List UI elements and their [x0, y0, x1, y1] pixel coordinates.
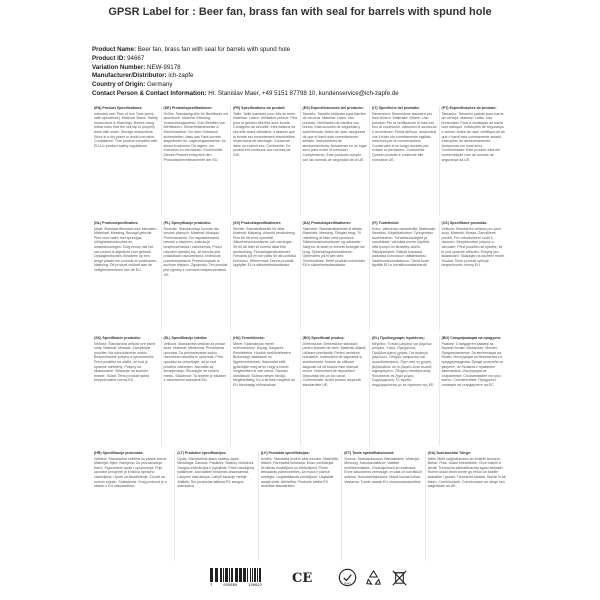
language-block-body: Dydis: Standartinis alaus statinių dydis. Medžiaga: Žalvaris. Paskirtis: Statinių vėdinimui. Saugos instrukcijos ir įspėjimai: Prieš naudojimą įsitikinkite, kad statinė tinkamai užsandarinta. Laikymo instrukcijos: Laikyti sausoje vietoje. Atitiktis: Šis produktas atitinka ES saugos standartus. [177, 456, 255, 489]
barcode-bar [255, 568, 256, 582]
language-block-heading: (EN) Product Specifications: [94, 106, 143, 110]
language-block-heading: (LT) Produkto specifikacijos: [177, 451, 227, 455]
language-block [92, 106, 161, 216]
language-block [230, 106, 300, 216]
barcode-bar [240, 568, 241, 582]
language-block-body: Størrelse: Standardstørrelse til ølfade. Materiale: Messing. Tilsigtet brug: Til udluftning af fade med spunshul. Sikkerhedsinstruktioner og advarsler: Sørg for at fadet er korrekt forseglet før brug. Opbevaringsinstruktioner: Opbevares på et tørt sted. Overholdelse: Dette produkt overholder EU's sikkerhedsstandarder. [302, 226, 366, 268]
meta-row-manufacturer [92, 72, 532, 81]
language-row [92, 106, 508, 216]
language-block-heading: (BG) Спецификации на продукта: [441, 336, 502, 340]
barcode-mid-digits: 655889 [223, 582, 238, 587]
language-block-body: Tamanho: Tamanho padrão para barris de cerveja. Material: Latão. Uso pretendido: Para a ventilação de barris com batoque. Instruções de segurança e avisos: Antes de usar, certifique-se de que o barril está corretamente selado. Instruções de armazenamento: Armazenar em local seco. Conformidade: Este produto está em conformidade com as normas de segurança da UE. [441, 111, 506, 162]
barcode-bar [223, 568, 224, 582]
language-row [92, 336, 508, 446]
language-block [341, 451, 424, 561]
barcode-bar [247, 568, 248, 582]
language-block [369, 336, 439, 446]
language-block [369, 106, 439, 216]
language-block [300, 336, 370, 446]
language-block [300, 221, 370, 331]
language-block [425, 451, 508, 561]
language-block-heading: (DA) Produktspecifikationer: [302, 221, 352, 225]
language-block-heading: (PT) Especificações do produto: [441, 106, 497, 110]
language-block-heading: (EL) Προδιαγραφές προϊόντος: [372, 336, 426, 340]
language-block-heading: (RO) Specificații produs: [302, 336, 345, 340]
meta-label: Variation Number: [92, 63, 146, 71]
language-block-heading: (NL) Productspecificaties: [94, 221, 139, 225]
meta-row-country [92, 81, 532, 90]
barcode-bar [237, 568, 238, 582]
label-footer [200, 566, 440, 590]
product-meta [92, 46, 532, 99]
language-block-body: Izmērs: Standarta izmērs alus mucām. Materiāls: Misiņš. Paredzētā lietošana: Mucu ventilācijai. Drošības norādījumi un brīdinājumi: Pirms lietošanas pārliecinieties, ka muca ir pareizi noslēgta. Uzglabāšanas norādījumi: Uzglabāt sausā vietā. Atbilstība: Produkts atbilst ES drošības standartiem. [260, 456, 339, 489]
language-block-heading: (FR) Spécifications du produit: [233, 106, 286, 110]
language-block [439, 106, 509, 216]
language-block-body: Размер: Стандартен размер за бирени бъчви. Материал: Месинг. Предназначение: За вентилация на бъчви. Инструкции за безопасност и предупреждения: Преди употреба се уверете, че бъчвата е правилно запечатана. Инструкции за съхранение: Съхранявайте на сухо място. Съответствие: Продуктът отговаря на стандартите на ЕС. [441, 341, 504, 387]
rohs-icon [338, 568, 357, 587]
barcode-bar [232, 568, 233, 582]
language-block [230, 336, 300, 446]
meta-label: Manufacturer/Distributor: [92, 72, 167, 80]
language-block-heading: (SV) Produktspecifikationer: [233, 221, 282, 225]
language-row [92, 451, 508, 561]
meta-row-product-id [92, 55, 532, 64]
language-block [439, 336, 509, 446]
language-row [92, 221, 508, 331]
language-block-heading: (FI) Tuotetiedot: [372, 221, 400, 225]
language-block [174, 451, 257, 561]
language-block-body: Veličina: Standardna veličina za pivske bačve. Materijal: Mjed. Namjena: Za prozračivanje bačvi. Sigurnosne upute i upozorenja: Prije uporabe provjerite je li bačva ispravno zabrtvljena. Upute za skladištenje: Čuvati na suhom mjestu. Sukladnost: Ovaj proizvod je u skladu s EU standardima. [94, 456, 168, 489]
language-block [258, 451, 341, 561]
barcode-bars [210, 568, 262, 582]
meta-row-product-name [92, 46, 532, 55]
language-grid [92, 106, 508, 566]
language-block [92, 451, 174, 561]
language-block-heading: (DE) Produktspezifikationen: [163, 106, 213, 110]
language-block-body: Velikost: Standardna velikost za pivske sode. Material: Medenina. Predvidena uporaba: Za prezračevanje sodov. Varnostna navodila in opozorila: Pred uporabo se prepričajte, da je sod pravilno zatesnjen. Navodila za shranjevanje: Shranjujte na suhem mestu. Skladnost: Ta izdelek je skladen z varnostnimi standardi EU. [163, 341, 227, 383]
meta-label: Product ID: [92, 54, 126, 62]
barcode-digits [210, 582, 262, 587]
meta-value: NEW-99178 [147, 63, 181, 71]
meta-value: Beer fan, brass fan with seal for barrels with spund hole [137, 46, 291, 53]
barcode-left-digit: 7 [210, 582, 213, 587]
meta-label: Product Name: [92, 46, 137, 53]
language-block-heading: (HU) Termékleírás: [233, 336, 265, 340]
meta-label: Country of Origin: [92, 81, 146, 89]
meta-value: ich-zapfe [168, 72, 194, 80]
barcode-bar [245, 568, 246, 582]
no-waste-bin-icon [390, 568, 409, 587]
meta-value: Germany [147, 81, 173, 89]
language-block [439, 221, 509, 331]
language-block-body: Veľkosť: Štandardná veľkosť pre pivné sudy. Materiál: Mosadz. Zamýšľané použitie: Na odvzdušnenie sudov. Bezpečnostné pokyny a upozornenia: Pred použitím sa uistite, že sud je správne utesnený. Pokyny na skladovanie: Skladujte na suchom mieste. Súlad: Tento produkt spĺňa bezpečnostné normy EÚ. [94, 341, 156, 383]
language-block-body: Intended use: Pins of Iron Tons (semi-safe operations). Material: Brass. Safety Instructions & Warnings: Before using follow rules that the cell tap is properly done with seals. Storage instructions: Store in a dry place to avoid corrosion. Compliance: This product complies with EU-Lic product safety regulations. [94, 111, 158, 148]
language-block-body: Dimensiune: Dimensiune standard pentru butoaie de bere. Material: Alamă. Utilizare prevăzută: Pentru aerisirea butoaielor. Instrucțiuni de siguranță și avertismente: Înainte de utilizare asigurați-vă că butoiul este etanșat corect. Instrucțiuni de depozitare: Depozitați într-un loc uscat. Conformitate: Acest produs respectă standardele UE. [302, 341, 367, 387]
rohs-text: RoHS [344, 582, 351, 586]
language-block-heading: (SL) Specifikacije izdelka: [163, 336, 208, 340]
ce-mark-icon: CE [292, 571, 313, 586]
language-block [92, 336, 161, 446]
barcode-bar [221, 568, 222, 582]
meta-row-contact [92, 90, 532, 99]
language-block-body: Tamaño: Tamaño estándar para barriles de cerveza. Material: Latón. Uso previsto: Ventilación de barriles con bondo. Instrucciones de seguridad y advertencias: Antes de usar, asegúrese de que el barril esté correctamente sellado. Instrucciones de almacenamiento: Almacenar en un lugar seco para evitar la corrosión. Cumplimiento: Este producto cumple con las normas de seguridad de la UE. [302, 111, 367, 162]
barcode-right-digits: 156022 [248, 582, 262, 587]
language-block-body: Maat: Standaardformaat voor biervaten. Materiaal: Messing. Beoogd gebruik: Pins voor vaten met spundgat. Veiligheidsinstructies en waarschuwingen: Zorg ervoor dat het vat correct is afgedicht voor gebruik. Opslaginstructies: Bewaren op een droge plaats om corrosie te voorkomen. Naleving: Dit product voldoet aan de veiligheidsnormen van de EU. [94, 226, 158, 272]
language-block-body: Velikost: Standardní velikost pro pivní sudy. Materiál: Mosaz. Zamýšlené použití: Pro odvzdušnění sudů s otvorem. Bezpečnostní pokyny a varování: Před použitím se ujistěte, že je sud správně utěsněn. Pokyny pro skladování: Skladujte na suchém místě. Soulad: Tento produkt splňuje bezpečnostní normy EU. [441, 226, 505, 268]
language-block-body: Méret: Szabványos méret sörhordókhoz. Anyag: Sárgaréz. Rendeltetés: Hordók szellőztetésére. Biztonsági utasítások és figyelmeztetések: Használat előtt győződjön meg arról, hogy a hordó megfelelően le van zárva. Tárolási utasítások: Száraz helyen tárolja. Megfelelőség: Ez a termék megfelel az EU biztonsági előírásainak. [233, 341, 295, 387]
language-block-body: Koko: Vakiokoko olutastioille. Materiaali: Messinki. Käyttötarkoitus: Tynnyreiden tuuletukseen. Turvallisuusohjeet ja varoitukset: Varmista ennen käyttöä, että tynnyri on tiivistetty oikein. Säilytysohjeet: Säilytä kuivassa paikassa korroosion välttämiseksi. Vaatimustenmukaisuus: Tämä tuote täyttää EU:n turvallisuusstandardit. [372, 226, 436, 268]
language-block-body: Taille: Taille standard pour fûts de bière. Matériau: Laiton. Utilisation prévue: Pins pour la gestion des fûts avec bonde. Consignes de sécurité: Informations de sécurité avant utilisation, s'assurer que la bonde est correctement étanchéifiée. Instructions de stockage: Conserver dans un endroit sec. Conformité: Ce produit est conforme aux normes de l'UE. [233, 111, 298, 157]
meta-value: Hr. Stanislav Maer, +49 5151 87798 10, kundenservice@ich-zapfe.de [208, 89, 399, 97]
language-block [161, 106, 231, 216]
language-block-heading: (GA) Sonraíochtaí Táirge: [427, 451, 472, 455]
language-block [161, 221, 231, 331]
language-block-body: Storlek: Standardstorlek för ölfat. Material: Mässing. Avsedd användning: Pins för fat med sponthål. Säkerhetsinstruktioner och varningar: Se till att fatet är korrekt tätat före användning. Förvaringsinstruktioner: Förvaras på en torr plats för att undvika korrosion. Efterlevnad: Denna produkt uppfyller EU:s säkerhetsstandarder. [233, 226, 296, 268]
language-block-heading: (ES) Especificaciones del producto: [302, 106, 364, 110]
barcode-bar [217, 568, 218, 582]
language-block-body: Dimensioni: Dimensione standard per fusti di birra. Materiale: Ottone. Uso previsto: Per la ventilazione di fusti con foro di cocchiume. Istruzioni di sicurezza e avvertenze: Prima dell'uso, assicurarsi che il fusto sia correttamente sigillato. Istruzioni per la conservazione: Conservare in un luogo asciutto per evitare la corrosione. Conformità: Questo prodotto è conforme alle normative UE. [372, 111, 437, 162]
language-block-heading: (PL) Specyfikacje produktu: [163, 221, 212, 225]
language-block-heading: (IT) Specifiche del prodotto: [372, 106, 420, 110]
language-block [300, 106, 370, 216]
language-block-body: Méid: Méid caighdeánach do bhairillí beorach. Ábhar: Prás. Úsáid bheartaithe: Chun bairillí a aeráil. Treoracha sábháilteachta agus rabhaidh: Roimh úsáid déan cinnte go bhfuil an bairille séalaithe i gceart. Treoracha stórála: Stóráil in áit thirim. Comhlíonadh: Comhlíonann an táirge seo caighdeáin an AE. [427, 456, 506, 489]
language-block-heading: (CS) Specifikace produktu: [441, 221, 488, 225]
language-block-body: Μέγεθος: Τυπικό μέγεθος για βαρέλια μπύρας. Υλικό: Ορείχαλκος. Προβλεπόμενη χρήση: Για αερισμό βαρελιών. Οδηγίες ασφαλείας και προειδοποιήσεις: Πριν από τη χρήση βεβαιωθείτε ότι το βαρέλι είναι σωστά σφραγισμένο. Οδηγίες αποθήκευσης: Φυλάσσετε σε ξηρό μέρος. Συμμόρφωση: Το προϊόν συμμορφώνεται με τα πρότυπα της ΕΕ. [372, 341, 435, 387]
language-block [161, 336, 231, 446]
language-block-heading: (HR) Specifikacije proizvoda: [94, 451, 144, 455]
language-block-body: Größe: Standardgröße für Bierfässer mit spundloch. Material: Messing. Verwendungszweck: Zum Belüften von Bierfässern. Sicherheitshinweise & Warnhinweise: Vor dem Gebrauch sicherstellen, dass das Fass korrekt abgedichtet ist. Lagerungshinweise: An einem trockenen Ort lagern, um Korrosion zu vermeiden. Konformität: Dieses Produkt entspricht den Produktsicherheitsnormen der EU. [163, 111, 228, 162]
language-block-heading: (LV) Produkta specifikācijas: [260, 451, 310, 455]
recycle-icon [364, 568, 383, 587]
barcode-bar [260, 568, 261, 582]
barcode-bar [212, 568, 213, 582]
language-block [92, 221, 161, 331]
meta-label: Contact Person & Contact Information: [92, 89, 207, 97]
language-block [369, 221, 439, 331]
language-block [230, 221, 300, 331]
language-block-heading: (SK) Špecifikácie produktu: [94, 336, 141, 340]
meta-row-variation [92, 64, 532, 73]
ean-barcode [210, 568, 262, 588]
language-block-body: Suurus: Standardsuurus õllevaatidele. Materjal: Messing. Kasutusotstarve: Vaatide ventileerimiseks. Ohutusjuhised ja hoiatused: Enne kasutamist veenduge, et vaat on korralikult suletud. Hoiustamisjuhised: Hoida kuivas kohas. Vastavus: Toode vastab ELi ohutusstandarditele. [344, 456, 422, 484]
page-title: GPSR Label for : Beer fan, brass fan with seal for barrels with spund hole [108, 6, 492, 18]
language-block-heading: (ET) Toote spetsifikatsioonid: [344, 451, 395, 455]
language-block-body: Rozmiar: Standardowy rozmiar dla beczek piwnych. Materiał: Mosiądz. Przeznaczenie: Do napowietrzania beczek z otworem. Instrukcje bezpieczeństwa i ostrzeżenia: Przed użyciem upewnij się, że beczka jest prawidłowo uszczelniona. Instrukcje przechowywania: Przechowywać w suchym miejscu. Zgodność: Ten produkt jest zgodny z normami bezpieczeństwa UE. [163, 226, 228, 277]
meta-value: 94667 [127, 54, 145, 62]
